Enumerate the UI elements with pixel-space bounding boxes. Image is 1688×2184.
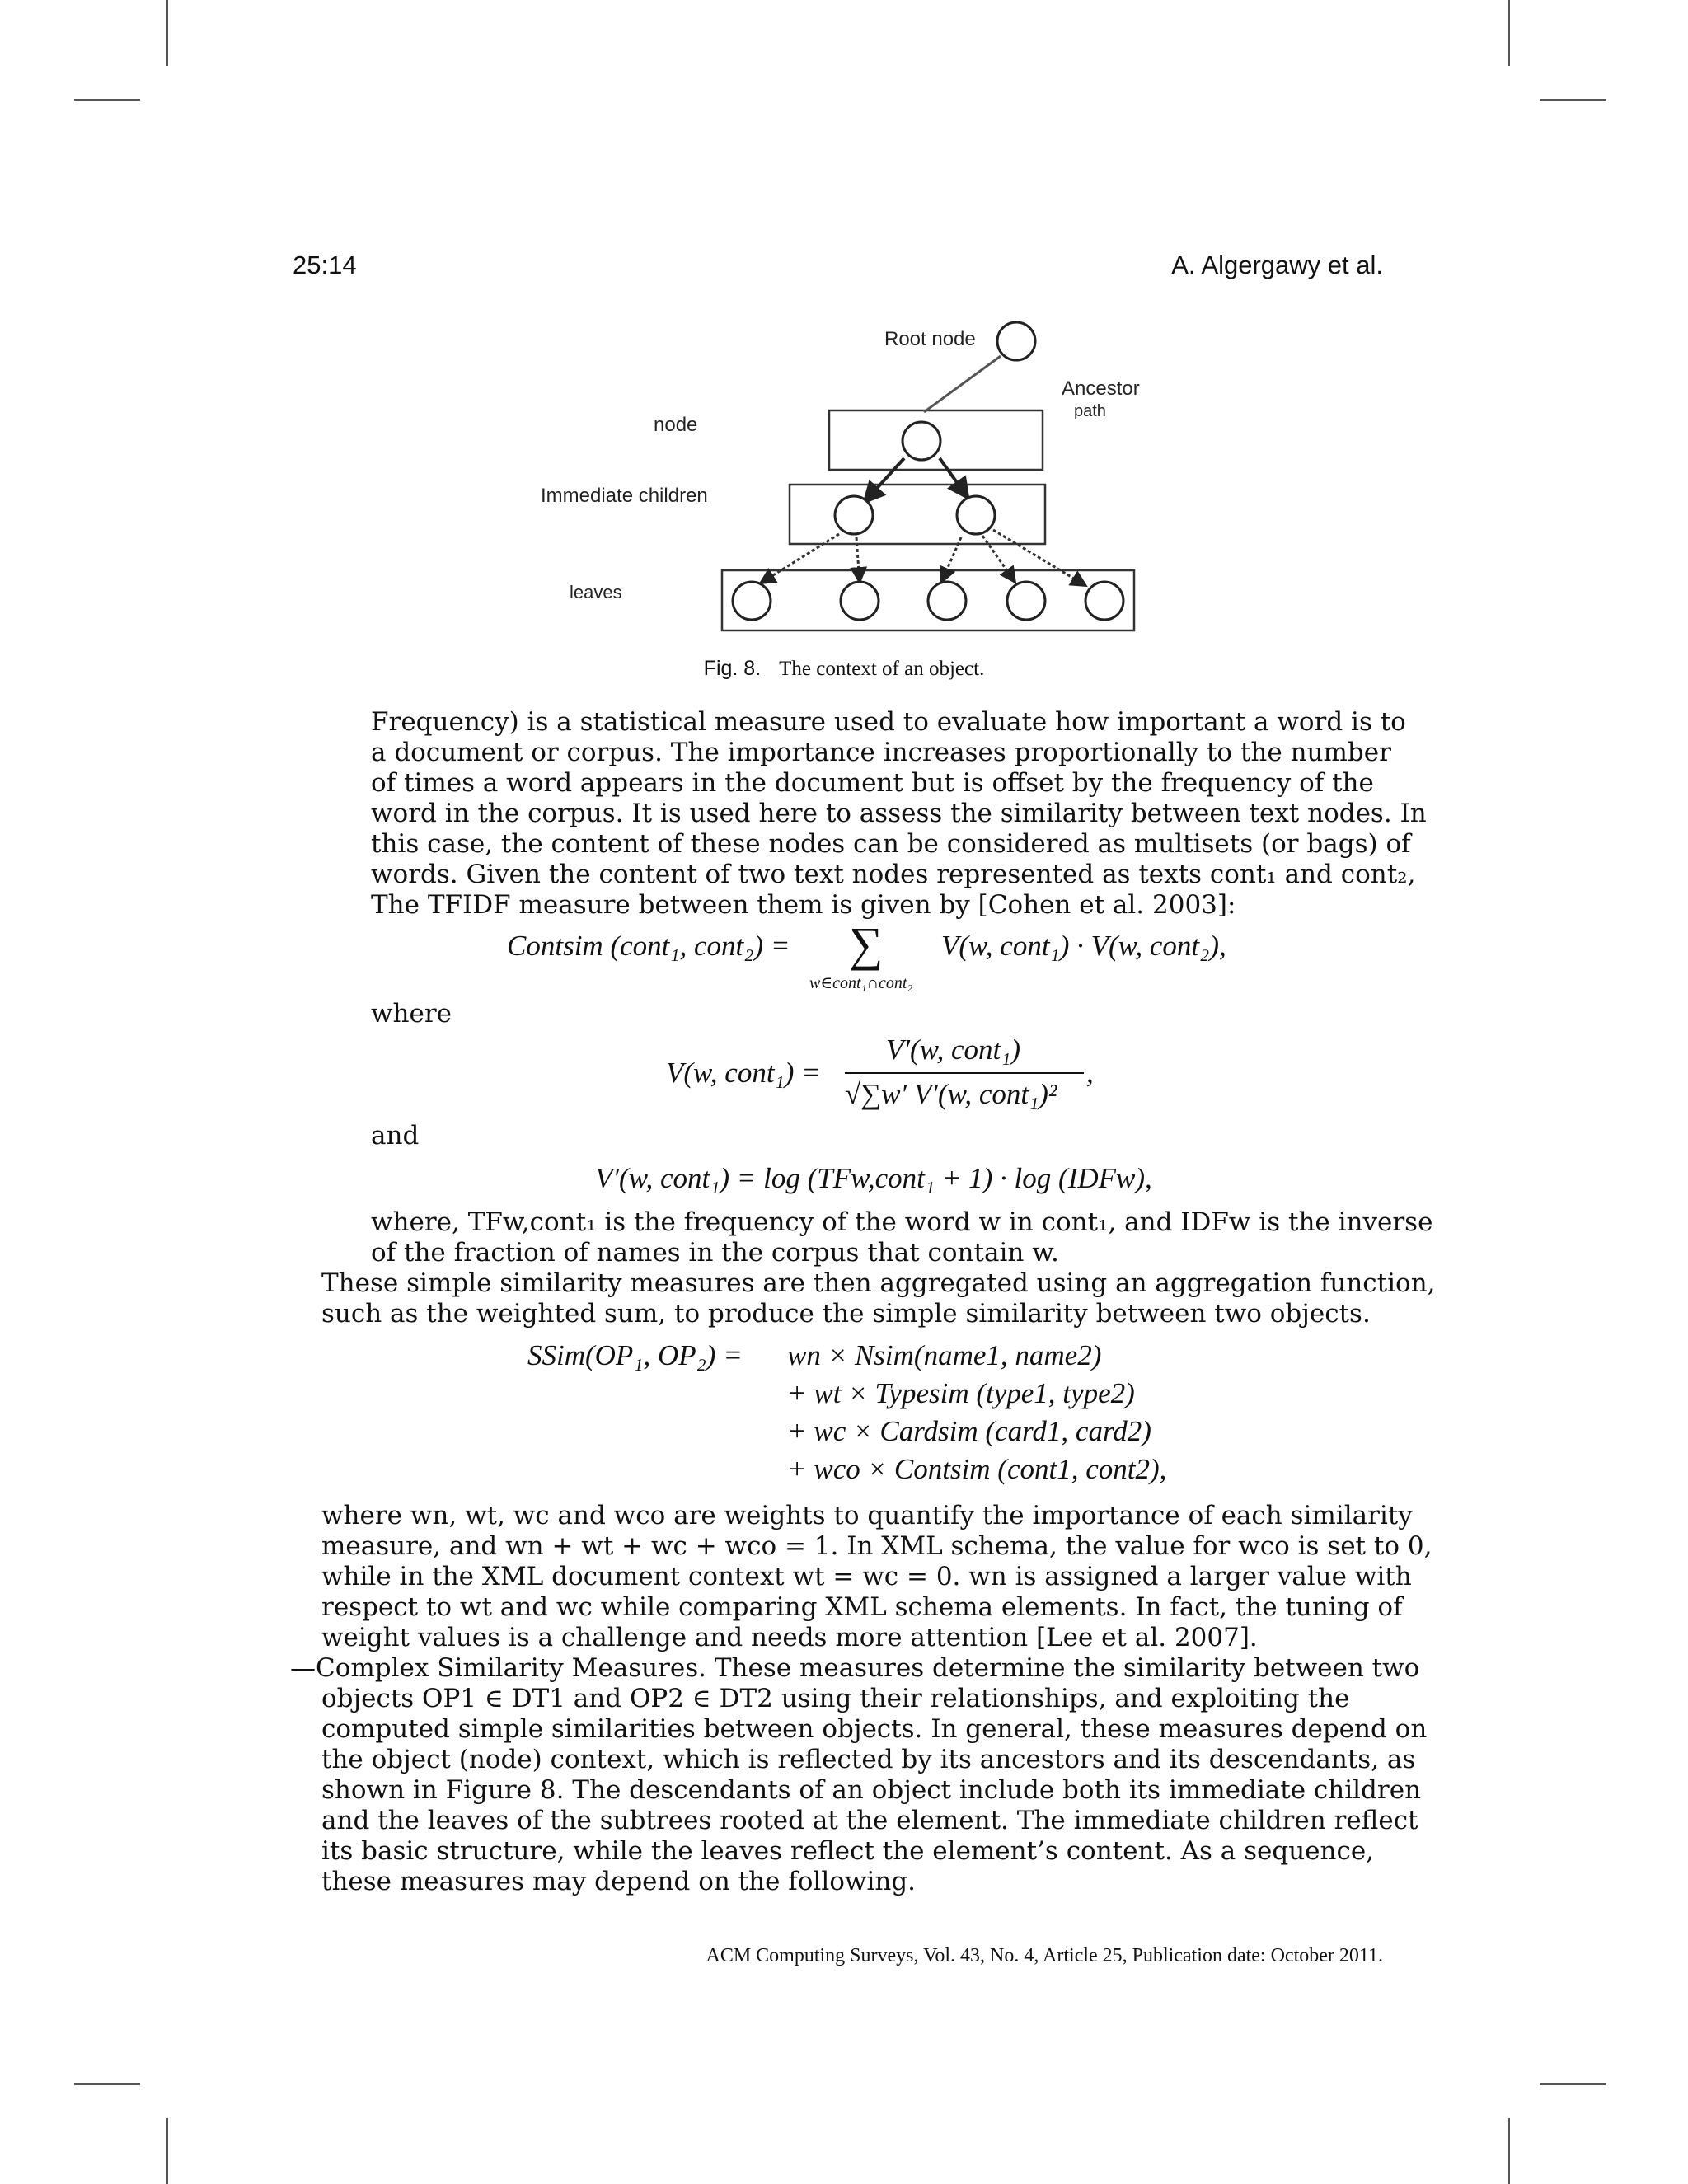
label-leaves: leaves — [570, 582, 622, 602]
ancestor-path-edge — [924, 356, 1001, 412]
figure-context-diagram — [0, 0, 1688, 676]
equation-contsim-lhs: Contsim (cont₁, cont₂) = — [507, 930, 790, 962]
label-ancestor: Ancestor — [1062, 377, 1140, 400]
paragraph-tfidf — [371, 707, 1427, 921]
page-number: 25:14 — [293, 251, 357, 279]
label-node: node — [654, 414, 698, 436]
node-circle — [903, 422, 940, 460]
equation-v-numerator: V′(w, cont₁) — [886, 1033, 1021, 1066]
text-line: objects OP1 ∈ DT1 and OP2 ∈ DT2 using their relationships, and exploiting the — [321, 1684, 1350, 1713]
text-line: such as the weighted sum, to produce the simple similarity between two objects. — [321, 1299, 1371, 1329]
child-node-circle — [835, 496, 873, 534]
text-line: word in the corpus. It is used here to assess the similarity between text nodes. In — [371, 799, 1427, 828]
paragraph-complex-similarity — [290, 1653, 1428, 1897]
text-line: measure, and wn + wt + wc + wco = 1. In XML schema, the value for wco is set to 0, — [321, 1531, 1432, 1561]
edge — [760, 534, 839, 583]
text-line: words. Given the content of two text nodes represented as texts cont₁ and cont₂, — [371, 860, 1416, 889]
equation-ssim-line: + wc × Cardsim (card1, card2) — [787, 1415, 1151, 1447]
text-line: shown in Figure 8. The descendants of an object include both its immediate children — [321, 1775, 1422, 1805]
equation-sum-symbol: ∑ — [849, 917, 884, 971]
label-root-node: Root node — [884, 328, 976, 350]
text-line: these measures may depend on the following. — [321, 1867, 917, 1896]
edge — [993, 530, 1086, 586]
equation-v-denominator: √∑w′ V′(w, cont₁)² — [845, 1078, 1057, 1110]
running-head-authors: A. Algergawy et al. — [1171, 251, 1383, 279]
text-line: of the fraction of names in the corpus that contain w. — [371, 1238, 1059, 1268]
equation-ssim-line: + wco × Contsim (cont1, cont2), — [787, 1453, 1167, 1485]
fraction-bar — [845, 1072, 1084, 1074]
equation-ssim-line: + wt × Typesim (type1, type2) — [787, 1377, 1135, 1409]
children-box — [790, 485, 1045, 544]
text-line: a document or corpus. The importance increases proportionally to the number — [371, 738, 1391, 767]
leaf-node-circle — [928, 582, 966, 620]
equation-vprime: V′(w, cont₁) = log (TFw,cont₁ + 1) · log (IDFw), — [595, 1162, 1152, 1194]
page-footer: ACM Computing Surveys, Vol. 43, No. 4, Article 25, Publication date: October 2011. — [706, 1945, 1383, 1966]
label-path: path — [1074, 402, 1106, 420]
text-line: —Complex Similarity Measures. These measures determine the similarity between two — [290, 1653, 1420, 1683]
paragraph-tf-definition — [371, 1207, 1433, 1268]
equation-contsim-rhs: V(w, cont₁) · V(w, cont₂), — [941, 930, 1226, 962]
crop-mark — [1540, 2083, 1606, 2085]
text-line: computed simple similarities between objects. In general, these measures depend on — [321, 1714, 1428, 1744]
text-line: the object (node) context, which is reflected by its ancestors and its descendants, as — [321, 1745, 1416, 1774]
equation-ssim-line: wn × Nsim(name1, name2) — [787, 1339, 1102, 1371]
text-line: and the leaves of the subtrees rooted at the element. The immediate children reflect — [321, 1806, 1418, 1835]
leaf-node-circle — [841, 582, 879, 620]
child-node-circle — [957, 496, 995, 534]
text-line: respect to wt and wc while comparing XML schema elements. In fact, the tuning of — [321, 1592, 1403, 1622]
text-line: where wn, wt, wc and wco are weights to quantify the importance of each similarity — [321, 1501, 1413, 1530]
text-line: These simple similarity measures are then aggregated using an aggregation function, — [321, 1268, 1436, 1298]
text-line: The TFIDF measure between them is given by [Cohen et al. 2003]: — [371, 890, 1236, 920]
figure-caption — [0, 656, 1688, 681]
equation-sum-subscript: w∈cont₁∩cont₂ — [809, 974, 913, 992]
word-and: and — [371, 1121, 420, 1151]
text-line: while in the XML document context wt = wc = 0. wn is assigned a larger value with — [321, 1562, 1412, 1591]
equation-v-lhs: V(w, cont₁) = — [666, 1057, 821, 1089]
leaf-node-circle — [1085, 582, 1123, 620]
equation-ssim-lhs: SSim(OP₁, OP₂) = — [528, 1339, 743, 1371]
crop-mark — [166, 2118, 168, 2184]
crop-mark — [1508, 2118, 1510, 2184]
paragraph-aggregation — [321, 1268, 1436, 1329]
leaf-node-circle — [1007, 582, 1045, 620]
text-line: weight values is a challenge and needs more attention [Lee et al. 2007]. — [321, 1623, 1258, 1652]
text-line: its basic structure, while the leaves reflect the element’s content. As a sequence, — [321, 1836, 1375, 1866]
root-node-circle — [997, 322, 1035, 360]
crop-mark — [74, 2083, 140, 2085]
text-line: this case, the content of these nodes can be considered as multisets (or bags) of — [371, 829, 1411, 859]
paragraph-weights — [321, 1501, 1432, 1653]
caption-text: The context of an object. — [779, 658, 985, 680]
text-line: Frequency) is a statistical measure used to evaluate how important a word is to — [371, 707, 1406, 737]
leaf-node-circle — [733, 582, 771, 620]
text-line: where, TFw,cont₁ is the frequency of the word w in cont₁, and IDFw is the inverse — [371, 1207, 1433, 1237]
text-line: of times a word appears in the document but is offset by the frequency of the — [371, 768, 1374, 798]
word-where: where — [371, 999, 452, 1029]
equation-v-comma: , — [1086, 1057, 1094, 1089]
edge — [864, 458, 904, 503]
caption-number: Fig. 8. — [703, 657, 762, 680]
label-immediate-children: Immediate children — [541, 485, 708, 507]
edge — [982, 536, 1015, 583]
edge — [940, 458, 968, 499]
